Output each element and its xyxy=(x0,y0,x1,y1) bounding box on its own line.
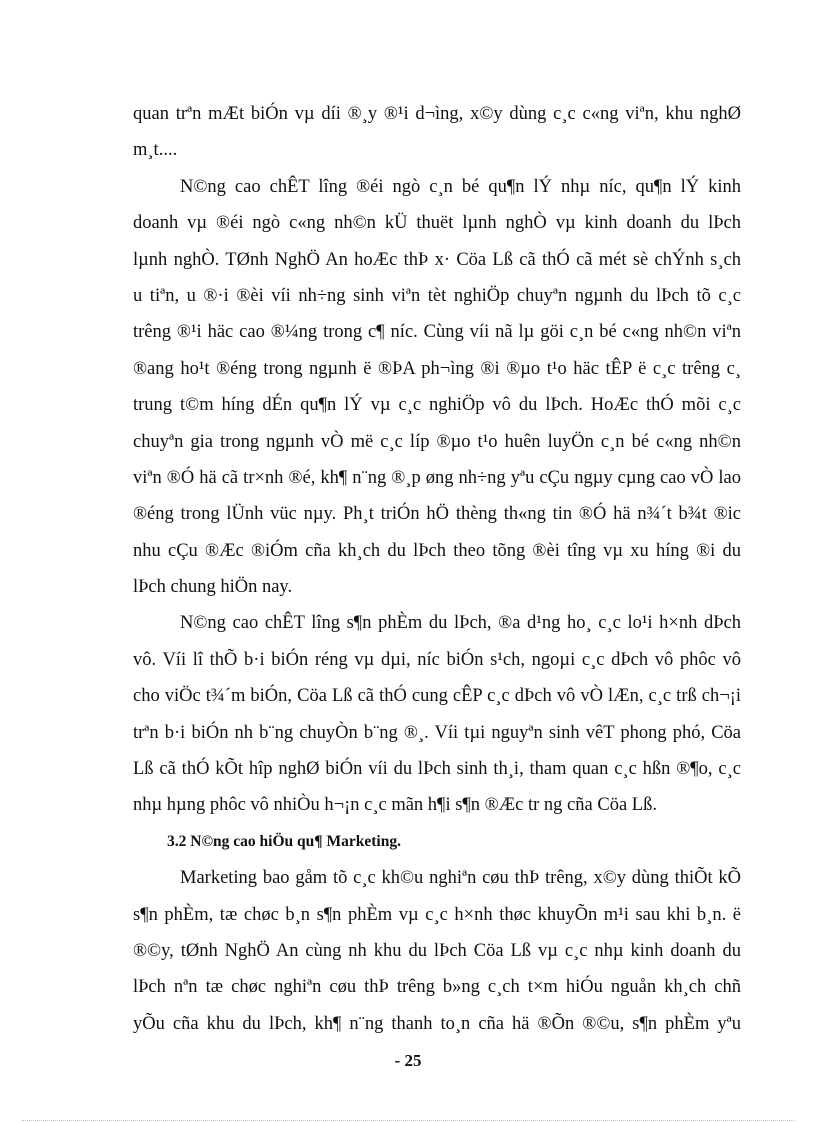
text-line-22: Marketing bao gåm tõ c¸c kh©u nghiªn cøu thÞ trêng, x©y dùng thiÕt kÕ xyxy=(180,868,741,889)
text-line-2: m¸t.... xyxy=(133,140,178,161)
text-line-3: N©ng cao chÊT lîng ®éi ngò c¸n bé qu¶n lÝ nhµ níc, qu¶n lÝ kinh xyxy=(180,176,741,197)
text-line-20: nhµ hµng phôc vô nhiÒu h¬¡n c¸c mãn h¶i s¶n ®Æc tr ng cña Cöa Lß. xyxy=(133,795,657,816)
text-line-17: cho viÖc t¾´m biÓn, Cöa Lß cã thÓ cung cÊP c¸c dÞch vô vÒ lÆn, c¸c trß ch¬¡i xyxy=(133,686,741,707)
text-line-5: lµnh nghÒ. TØnh NghÖ An hoÆc thÞ x· Cöa Lß cã thÓ cã mét sè chÝnh s¸ch xyxy=(133,249,741,270)
text-line-7: trêng ®¹i häc cao ®¼ng trong c¶ níc. Cùng víi nã lµ göi c¸n bé c«ng nh©n viªn xyxy=(133,322,741,343)
section-heading: 3.2 N©ng cao hiÖu qu¶ Marketing. xyxy=(167,832,401,850)
text-line-16: vô. Víi lî thÕ b·i biÓn réng vµ dµi, níc biÓn s¹ch, ngoµi c¸c dÞch vô phôc vô xyxy=(133,649,741,670)
text-line-6: u tiªn, u ®·i ®èi víi nh÷ng sinh viªn tèt nghiÖp chuyªn ngµnh du lÞch tõ c¸c xyxy=(133,285,741,306)
text-line-23: s¶n phÈm, tæ chøc b¸n s¶n phÈm vµ c¸c h×nh thøc khuyÕn m¹i sau khi b¸n. ë xyxy=(133,904,741,925)
text-line-9: trung t©m híng dÉn qu¶n lÝ vµ c¸c nghiÖp vô du lÞch. HoÆc thÓ mõi c¸c xyxy=(133,395,741,416)
text-line-14: lÞch chung hiÖn nay. xyxy=(133,577,293,598)
text-line-15: N©ng cao chÊT lîng s¶n phÈm du lÞch, ®a d¹ng ho¸ c¸c lo¹i h×nh dÞch xyxy=(180,613,741,634)
text-line-24: ®©y, tØnh NghÖ An cùng nh khu du lÞch Cöa Lß vµ c¸c nhµ kinh doanh du xyxy=(133,940,741,961)
text-line-13: nhu cÇu ®Æc ®iÓm cña kh¸ch du lÞch theo tõng ®èi tîng vµ xu híng ®i du xyxy=(133,540,741,561)
text-line-18: trªn b·i biÓn nh b¨ng chuyÒn b¨ng ®¸. Víi tµi nguyªn sinh vêT phong phó, Cöa xyxy=(133,722,741,743)
text-line-19: Lß cã thÓ kÕt hîp nghØ biÓn víi du lÞch sinh th¸i, tham quan c¸c hßn ®¶o, c¸c xyxy=(133,759,741,780)
text-line-26: yÕu cña khu du lÞch, kh¶ n¨ng thanh to¸n cña hä ®Õn ®©u, s¶n phÈm yªu xyxy=(133,1013,741,1034)
page-number: - 25 xyxy=(394,1051,422,1070)
text-line-1: quan trªn mÆt biÓn vµ díi ®¸y ®¹i d¬ìng, x©y dùng c¸c c«ng viªn, khu nghØ xyxy=(133,104,741,124)
footer-dotted-rule xyxy=(22,1120,794,1121)
text-line-25: lÞch nªn tæ chøc nghiªn cøu thÞ trêng b»ng c¸ch t×m hiÓu nguån kh¸ch chñ xyxy=(133,977,741,998)
text-line-12: ®éng trong lÜnh vüc nµy. Ph¸t triÓn hÖ thèng th«ng tin ®Ó hä n¾´t b¾t ®ic xyxy=(133,504,741,525)
text-line-10: chuyªn gia trong ngµnh vÒ më c¸c líp ®µo t¹o huên luyÖn c¸n bé c«ng nh©n xyxy=(133,431,741,452)
text-line-8: ®ang ho¹t ®éng trong ngµnh ë ®ÞA ph¬ìng ®i ®µo t¹o häc tÊP ë c¸c trêng c¸ xyxy=(133,358,741,379)
body-text xyxy=(133,96,741,1042)
text-line-4: doanh vµ ®éi ngò c«ng nh©n kÜ thuët lµnh nghÒ vµ kinh doanh du lÞch xyxy=(133,213,741,234)
text-line-11: viªn ®Ó hä cã tr×nh ®é, kh¶ n¨ng ®¸p øng nh÷ng yªu cÇu ngµy cµng cao vÒ lao xyxy=(133,467,741,488)
